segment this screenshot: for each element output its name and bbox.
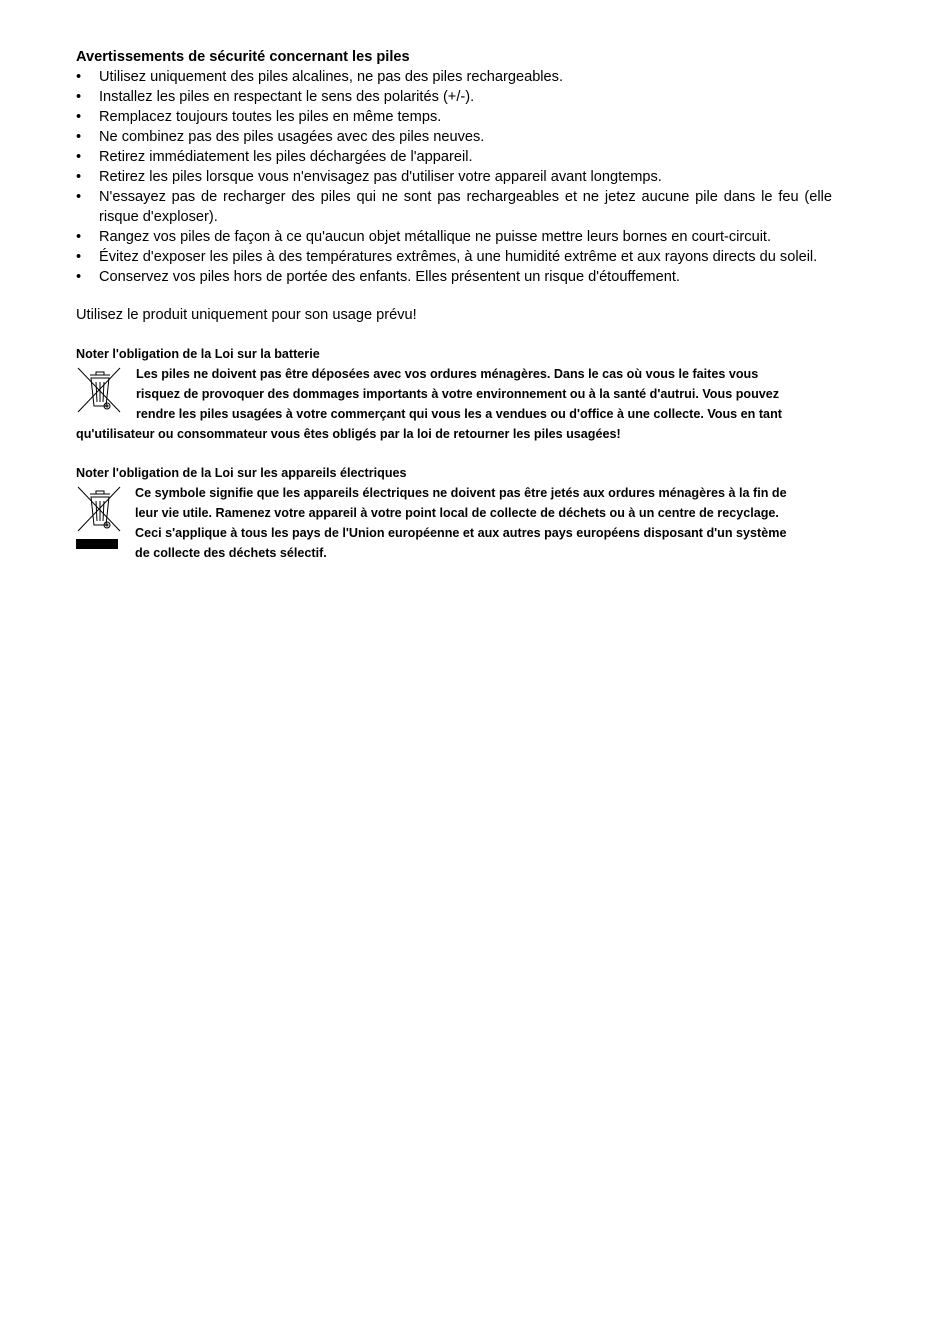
list-item bbox=[76, 187, 832, 227]
bullet-icon: • bbox=[76, 129, 82, 145]
bullet-icon: • bbox=[76, 169, 82, 185]
bullet-icon: • bbox=[76, 149, 82, 165]
crossed-out-bin-icon bbox=[76, 485, 124, 541]
list-item bbox=[76, 87, 832, 107]
electric-law-notice bbox=[76, 483, 832, 563]
list-item-text: N'essayez pas de recharger des piles qui ne sont pas rechargeables et ne jetez aucune pile dans le feu (elle risque d'exploser). bbox=[99, 189, 832, 225]
list-item bbox=[76, 67, 832, 87]
electric-law-line: de collecte des déchets sélectif. bbox=[135, 546, 327, 560]
battery-law-line: risquez de provoquer des dommages importants à votre environnement ou à la santé d'autrui. Vous pouvez bbox=[136, 387, 780, 401]
electric-law-line: leur vie utile. Ramenez votre appareil à votre point local de collecte de déchets ou à un centre de recyclage. bbox=[135, 506, 779, 520]
electric-law-line: Ce symbole signifie que les appareils électriques ne doivent pas être jetés aux ordures ménagères à la fin de bbox=[135, 486, 787, 500]
bullet-icon: • bbox=[76, 89, 82, 105]
battery-law-line: rendre les piles usagées à votre commerçant qui vous les a vendues ou d'office à une collecte. Vous en tant bbox=[136, 407, 782, 421]
list-item-text: Remplacez toujours toutes les piles en même temps. bbox=[99, 109, 442, 125]
bullet-icon: • bbox=[76, 269, 82, 285]
list-item-text: Conservez vos piles hors de portée des enfants. Elles présentent un risque d'étouffement. bbox=[99, 269, 680, 285]
bullet-icon: • bbox=[76, 69, 82, 85]
list-item bbox=[76, 227, 832, 247]
battery-law-notice bbox=[76, 364, 832, 444]
list-item bbox=[76, 167, 832, 187]
list-item-text: Évitez d'exposer les piles à des températures extrêmes, à une humidité extrême et aux rayons directs du soleil. bbox=[99, 249, 818, 265]
list-item bbox=[76, 127, 832, 147]
bullet-icon: • bbox=[76, 229, 82, 245]
list-item-text: Retirez les piles lorsque vous n'envisagez pas d'utiliser votre appareil avant longtemps. bbox=[99, 169, 662, 185]
electric-law-line: Ceci s'applique à tous les pays de l'Union européenne et aux autres pays européens disposant d'un système bbox=[135, 526, 787, 540]
safety-bullet-list bbox=[76, 67, 832, 287]
document-page bbox=[76, 47, 832, 563]
list-item bbox=[76, 267, 832, 287]
safety-title: Avertissements de sécurité concernant les piles bbox=[76, 49, 410, 65]
electric-law-text bbox=[76, 483, 832, 563]
bullet-icon: • bbox=[76, 249, 82, 265]
battery-law-line: Les piles ne doivent pas être déposées avec vos ordures ménagères. Dans le cas où vous le faites vous bbox=[136, 367, 759, 381]
electric-law-title: Noter l'obligation de la Loi sur les appareils électriques bbox=[76, 466, 407, 480]
separate-collection-bar-icon bbox=[76, 539, 118, 549]
list-item-text: Rangez vos piles de façon à ce qu'aucun objet métallique ne puisse mettre leurs bornes en court-circuit. bbox=[99, 229, 772, 245]
list-item-text: Installez les piles en respectant le sens des polarités (+/-). bbox=[99, 89, 475, 105]
list-item-text: Retirez immédiatement les piles déchargées de l'appareil. bbox=[99, 149, 473, 165]
bullet-icon: • bbox=[76, 189, 82, 205]
bullet-icon: • bbox=[76, 109, 82, 125]
battery-law-title: Noter l'obligation de la Loi sur la batterie bbox=[76, 347, 320, 361]
list-item-text: Utilisez uniquement des piles alcalines, ne pas des piles rechargeables. bbox=[99, 69, 564, 85]
usage-note: Utilisez le produit uniquement pour son usage prévu! bbox=[76, 307, 417, 323]
crossed-out-bin-icon bbox=[76, 366, 124, 422]
battery-law-line: qu'utilisateur ou consommateur vous êtes obligés par la loi de retourner les piles usagées! bbox=[76, 427, 621, 441]
list-item bbox=[76, 247, 832, 267]
list-item-text: Ne combinez pas des piles usagées avec des piles neuves. bbox=[99, 129, 485, 145]
list-item bbox=[76, 107, 832, 127]
list-item bbox=[76, 147, 832, 167]
